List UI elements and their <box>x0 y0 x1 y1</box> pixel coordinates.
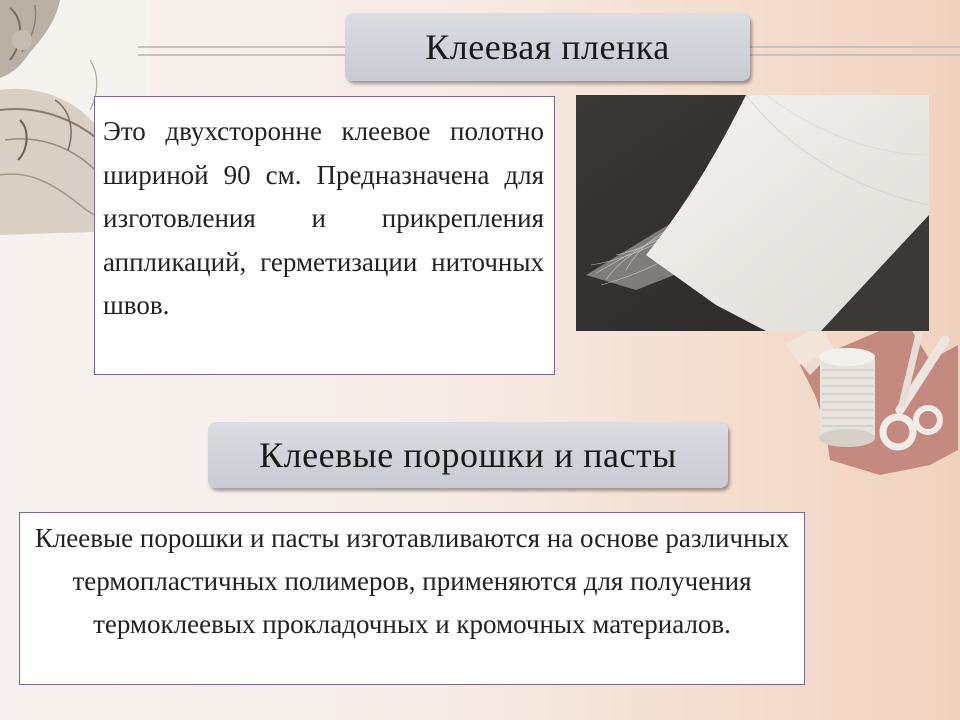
section-title-adhesive-powders <box>208 422 728 488</box>
adhesive-film-description: Это двухсторонне клеевое полотно шириной 90 см. Предназначена для изготовления и прикрепления аппликаций, герметизации ниточных швов. <box>103 116 544 320</box>
adhesive-powders-description: Клеевые порошки и пасты изготавливаются на основе различных термопластичных полимеров, применяются для получения термоклеевых прокладочных и кромочных материалов. <box>34 523 790 639</box>
adhesive-film-description-box <box>94 96 555 375</box>
decorative-line-right <box>748 46 960 56</box>
adhesive-powders-description-box <box>19 512 805 685</box>
section-title-adhesive-film <box>345 13 750 81</box>
section-title-adhesive-powders-text: Клеевые порошки и пасты <box>259 435 677 475</box>
adhesive-web-photo <box>576 95 929 331</box>
section-title-adhesive-film-text: Клеевая пленка <box>425 27 670 67</box>
decorative-line-left <box>138 46 350 56</box>
